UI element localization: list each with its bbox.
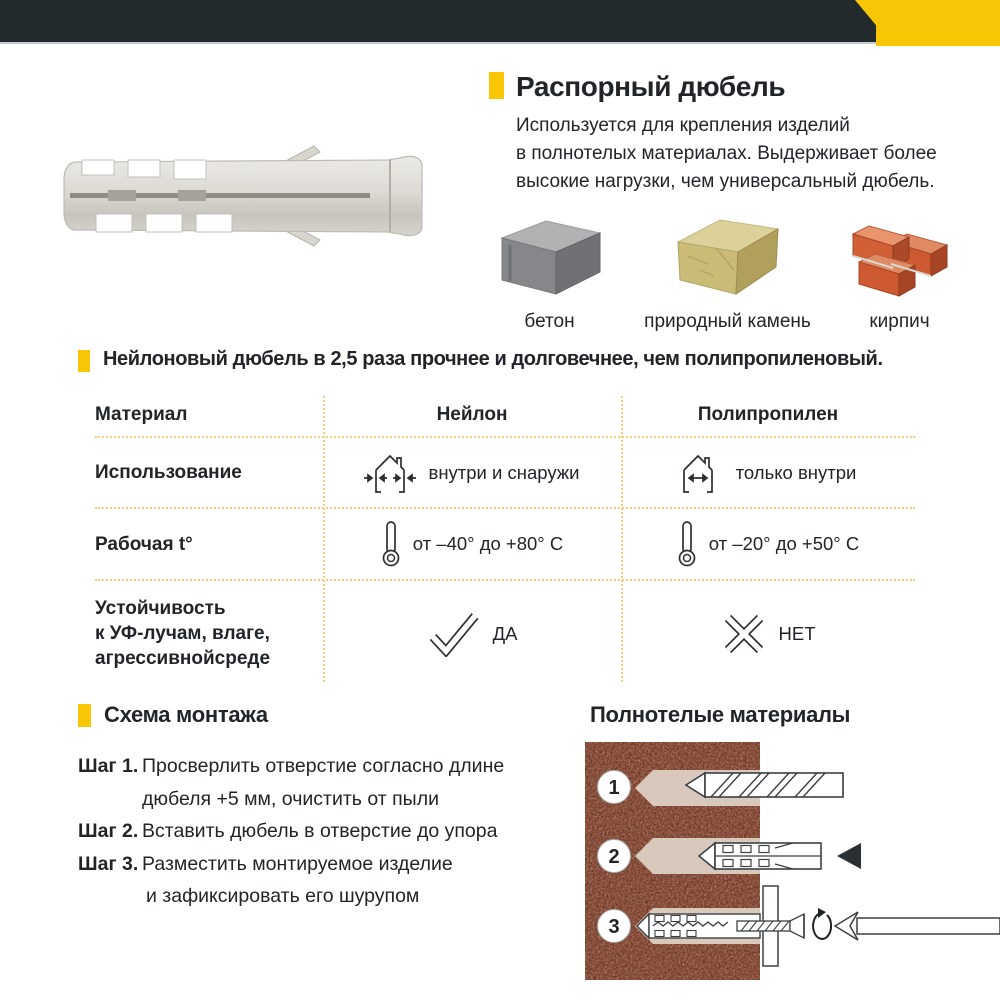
svg-text:2: 2 [608, 846, 620, 868]
table-divider-vertical [323, 396, 325, 682]
row-label-usage: Использование [95, 462, 242, 483]
arrow-left-icon [837, 843, 861, 869]
usage-polypropylene-value: только внутри [735, 461, 857, 483]
table-header-material: Материал [95, 404, 188, 425]
title-bullet [489, 72, 504, 99]
resistance-nylon-cell [323, 611, 621, 657]
material-label: бетон [524, 311, 575, 332]
usage-nylon-cell [323, 450, 621, 496]
statement-bullet [78, 350, 90, 372]
material-card-brick [812, 212, 987, 333]
dowel-product-photo [48, 116, 432, 276]
diagram-heading: Полнотелые материалы [590, 702, 851, 727]
table-divider-vertical [621, 396, 623, 682]
resistance-polypropylene-cell [621, 611, 915, 657]
temperature-nylon-value: от –40° до +80° C [412, 533, 564, 554]
material-label: природный камень [644, 311, 811, 332]
montage-section-title [78, 702, 268, 728]
table-row-temperature [95, 509, 915, 581]
row-label-temperature: Рабочая t° [95, 533, 193, 555]
cross-icon [721, 611, 767, 657]
product-description: Используется для крепления изделий в полнотелых материалах. Выдерживает более высокие нагрузки, чем универсальный дюбель. [516, 115, 937, 192]
table-header-polypropylene: Полипропилен [697, 404, 839, 425]
page-title: Распорный дюбель [516, 71, 786, 102]
resistance-polypropylene-value: НЕТ [778, 622, 816, 644]
masonry-installation-diagram [585, 738, 1000, 988]
brick-stack-image [845, 212, 955, 300]
montage-heading: Схема монтажа [104, 702, 268, 727]
drill-icon [686, 773, 843, 797]
usage-polypropylene-cell [621, 450, 915, 496]
top-bar-accent [855, 0, 1000, 46]
step-3-line-2: и зафиксировать его шурупом [146, 885, 420, 907]
material-label: кирпич [869, 311, 930, 332]
title-block [489, 72, 785, 102]
temperature-polypropylene-cell [621, 520, 915, 568]
table-row-usage [95, 438, 915, 509]
thermometer-icon [381, 520, 401, 568]
check-icon [427, 611, 481, 657]
concrete-block-image [494, 212, 606, 300]
rotate-arrow-icon [813, 908, 831, 939]
step-circle-2 [598, 840, 631, 873]
thermometer-icon [677, 520, 697, 568]
step-circle-1 [598, 771, 631, 804]
top-bar [0, 0, 1000, 44]
montage-steps [78, 750, 504, 913]
table-row-resistance [95, 581, 915, 686]
dowel-insert-icon [699, 843, 821, 869]
house-in-out-icon [364, 450, 416, 496]
statement-text: Нейлоновый дюбель в 2,5 раза прочнее и долговечнее, чем полипропиленовый. [103, 348, 883, 370]
usage-nylon-value: внутри и снаружи [428, 461, 580, 483]
resistance-nylon-value: ДА [492, 622, 518, 644]
step-1-line-2: дюбеля +5 мм, очистить от пыли [142, 787, 439, 810]
step-circle-3 [598, 910, 631, 943]
step-2-line-1: Шаг 2. Вставить дюбель в отверстие до упора [78, 820, 498, 842]
row-label-resistance: Устойчивость к УФ-лучам, влаге, агрессивнойсреде [95, 598, 271, 669]
svg-text:3: 3 [608, 916, 620, 938]
material-card-stone [640, 212, 815, 333]
statement-row [78, 348, 883, 372]
temperature-nylon-cell [323, 520, 621, 568]
table-header-nylon: Нейлон [436, 404, 508, 425]
table-header-row [95, 394, 915, 438]
step-3-line-1: Шаг 3. Разместить монтируемое изделие [78, 852, 453, 875]
stone-block-image [670, 212, 785, 300]
svg-text:1: 1 [608, 777, 620, 799]
screwdriver-icon [835, 912, 1000, 940]
step-1-line-1: Шаг 1. Просверлить отверстие согласно длине [78, 755, 505, 777]
house-in-icon [680, 450, 724, 496]
material-card-concrete [462, 212, 637, 333]
comparison-table [95, 394, 915, 686]
montage-bullet [78, 704, 91, 727]
temperature-polypropylene-value: от –20° до +50° C [708, 533, 860, 554]
